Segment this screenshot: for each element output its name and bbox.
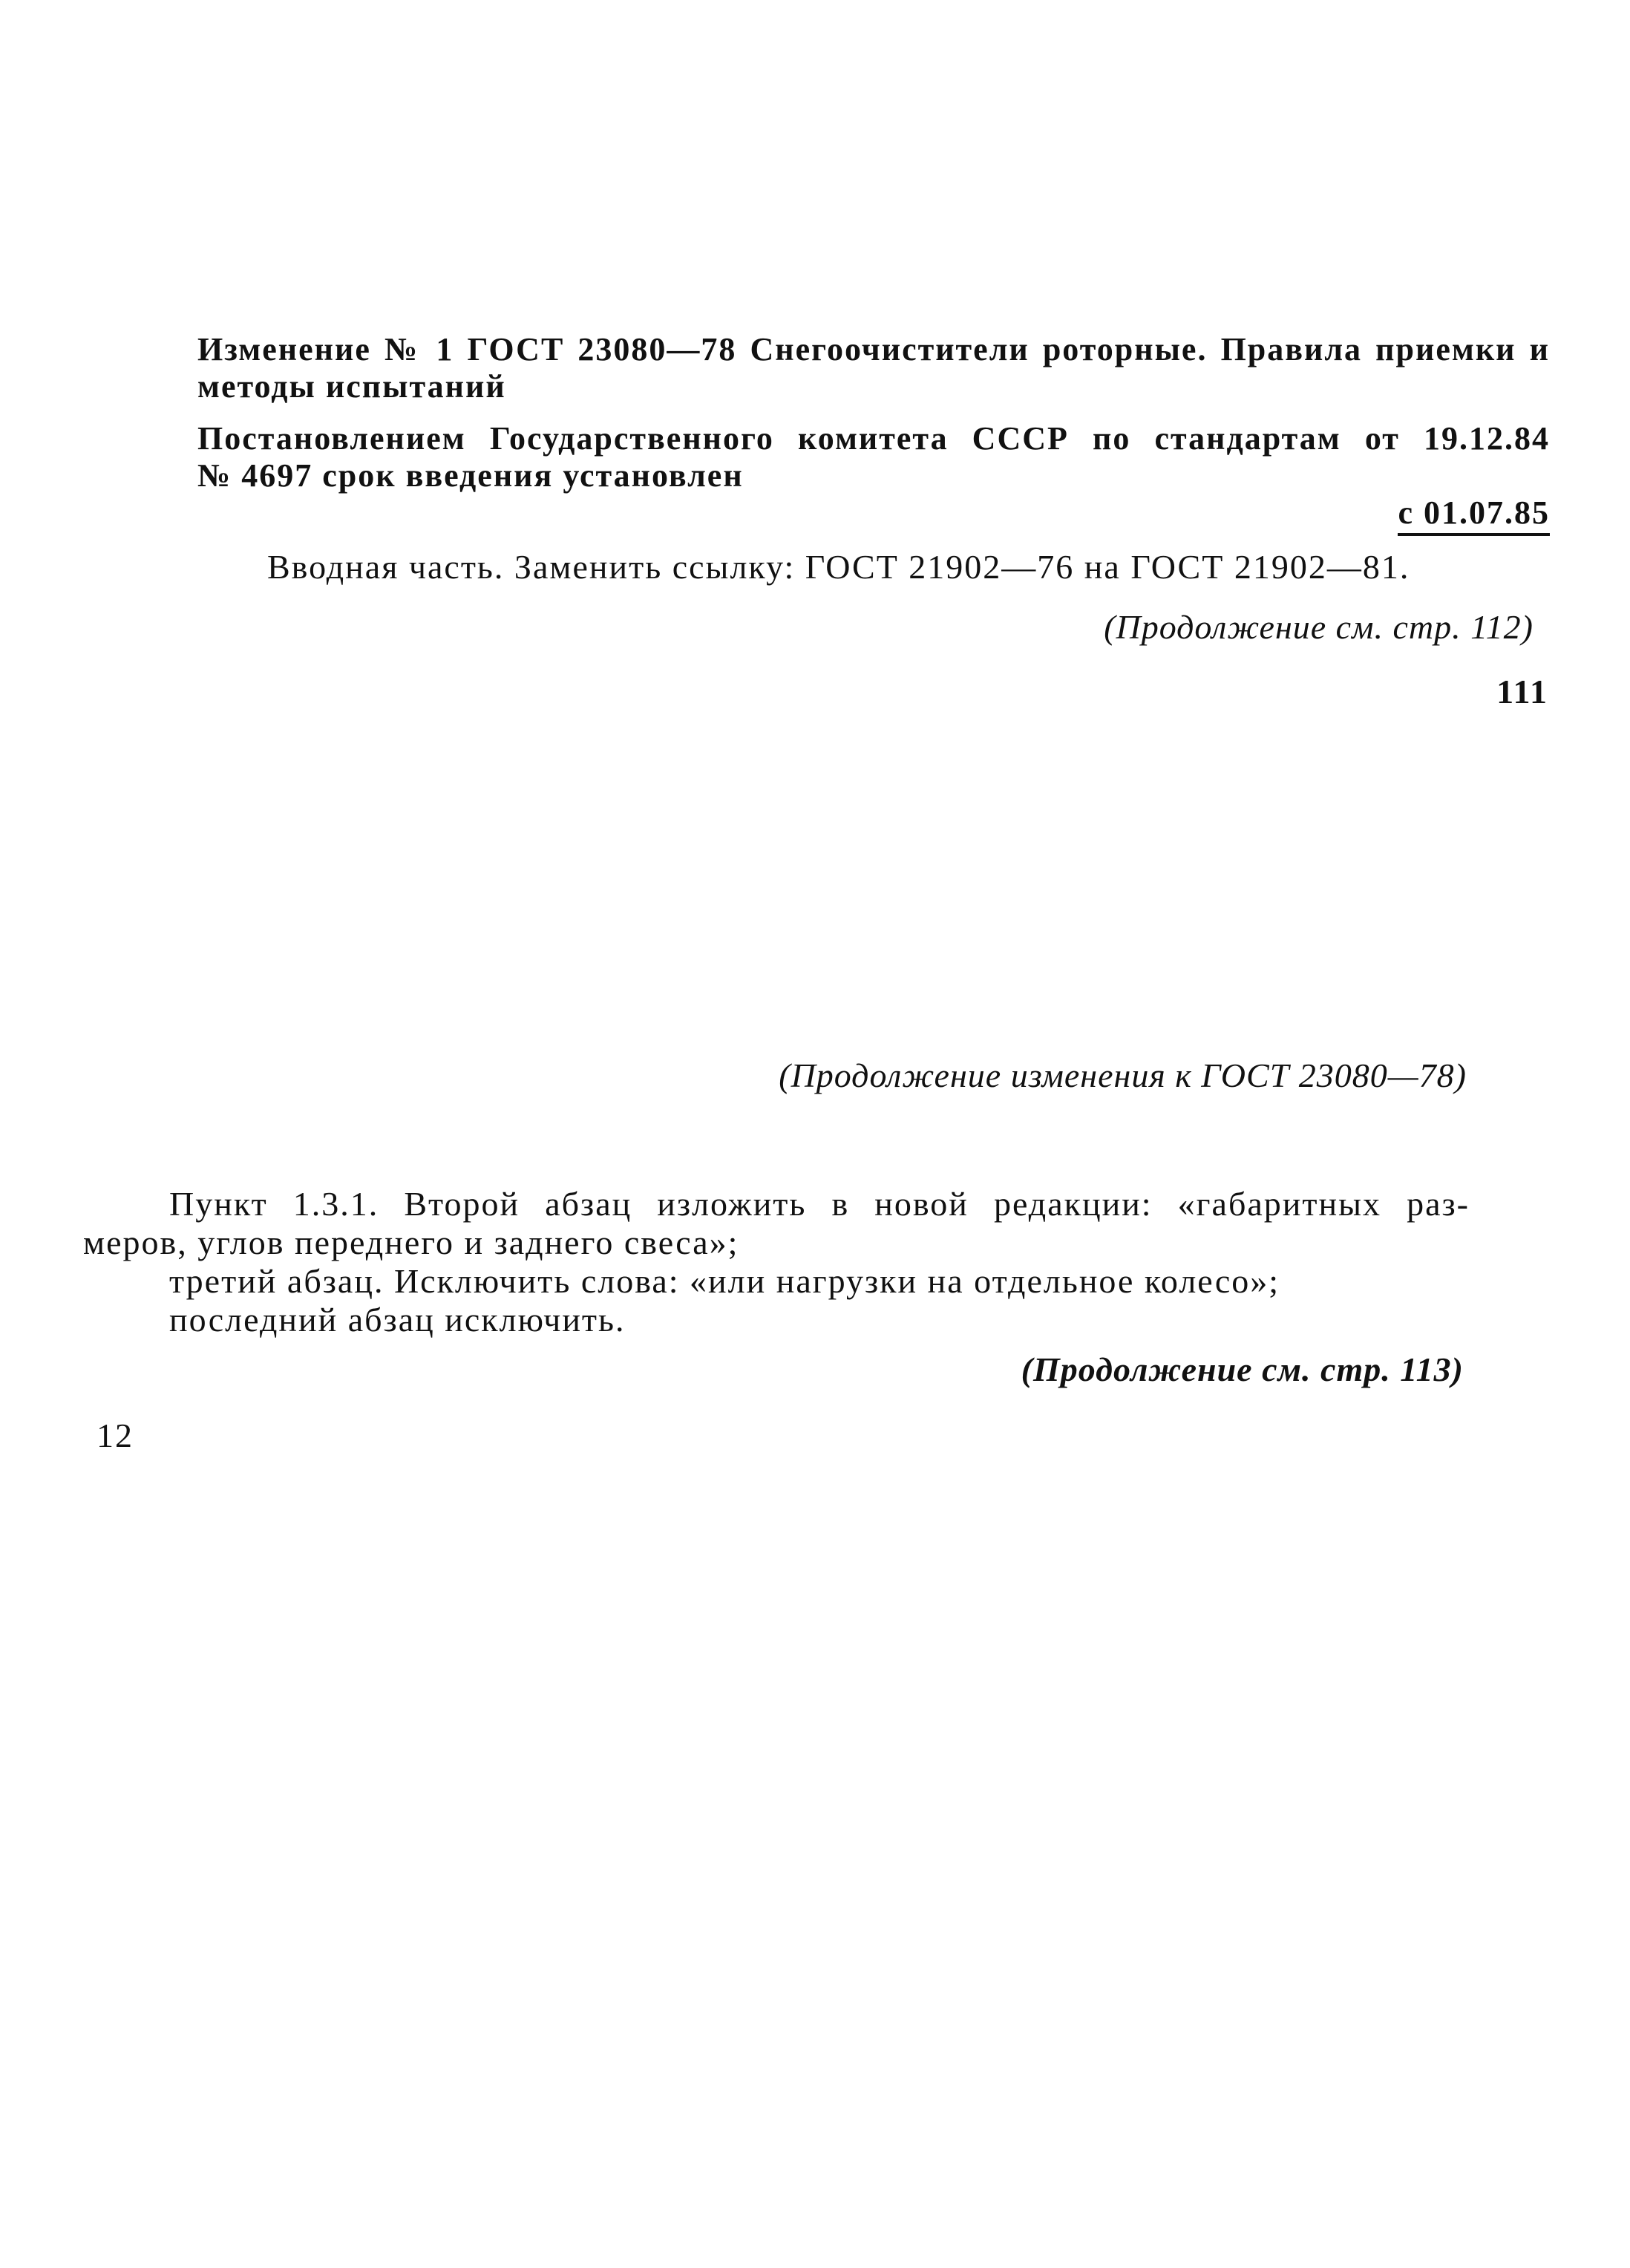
amendment-title-line2: методы испытаний	[197, 368, 506, 405]
page-number-12: 12	[96, 1416, 134, 1454]
continuation-note-2: (Продолжение см. стр. 113)	[1021, 1350, 1464, 1388]
item-line4: последний абзац исключить.	[169, 1301, 626, 1339]
intro-text: Вводная часть. Заменить ссылку: ГОСТ 21902—76 на ГОСТ 21902—81.	[267, 548, 1410, 586]
continuation-heading: (Продолжение изменения к ГОСТ 23080—78)	[779, 1056, 1467, 1094]
continuation-note-1: (Продолжение см. стр. 112)	[1104, 608, 1534, 646]
amendment-title-line1: Изменение № 1 ГОСТ 23080—78 Снегоочистители роторные. Правила приемки и	[197, 331, 1550, 367]
page-number-111: 111	[1496, 673, 1548, 710]
effective-date	[1398, 494, 1550, 536]
item-line1: Пункт 1.3.1. Второй абзац изложить в новой редакции: «габаритных раз-	[169, 1185, 1470, 1223]
effective-date-text: с 01.07.85	[1398, 494, 1550, 536]
decree-line1: Постановлением Государственного комитета СССР по стандартам от 19.12.84	[197, 420, 1550, 457]
item-line3: третий абзац. Исключить слова: «или нагрузки на отдельное колесо»;	[169, 1262, 1280, 1300]
item-line2: меров, углов переднего и заднего свеса»;	[83, 1223, 739, 1261]
decree-line2: № 4697 срок введения установлен	[197, 457, 744, 494]
